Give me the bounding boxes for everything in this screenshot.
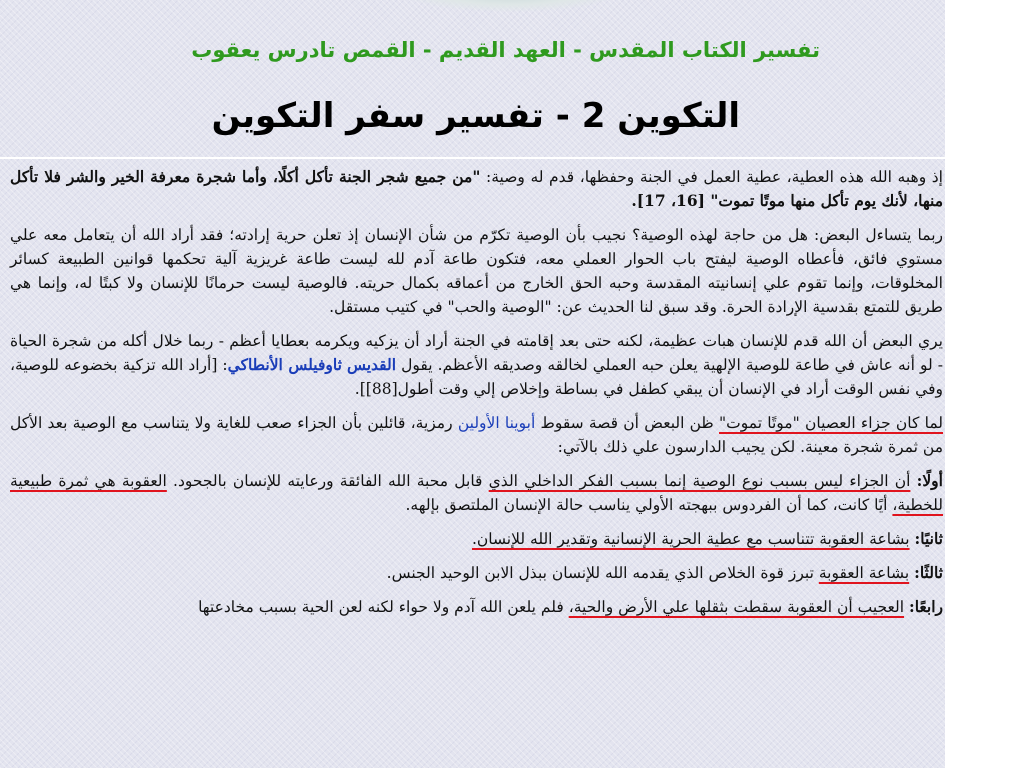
underlined-phrase: أن الجزاء ليس بسبب نوع الوصية إنما بسبب الفكر الداخلي الذي [488, 472, 911, 490]
article-body [10, 165, 943, 629]
saint-link[interactable]: القديس [346, 355, 397, 374]
point-label: ثانيًا: [914, 529, 943, 548]
paragraph-punishment [10, 411, 943, 459]
underlined-phrase: العجيب أن العقوبة سقطت بثقلها علي الأرض والحية، [568, 598, 905, 616]
underlined-phrase: لما كان جزاء العصيان "موتًا تموت" [719, 414, 944, 432]
paragraph-text: أيًا كانت، كما أن الفردوس ببهجته الأولي يناسب حالة الإنسان الملتصق بإلهه. [405, 496, 893, 514]
paragraph-text: رمزية، قائلين بأن الجزاء صعب للغاية ولا يتناسب مع الوصية بعد الأكل من ثمرة شجرة معينة. لكن يجيب الدارسون علي ذلك بالآتي: [10, 414, 943, 456]
point-label: ثالثًا: [914, 563, 943, 582]
paragraph-text: قابل محبة الله الفائقة ورعايته للإنسان بالجحود. [166, 472, 489, 490]
paragraph-why-commandment [10, 223, 943, 319]
point-first [10, 469, 943, 517]
paragraph-text: تبرز قوة الخلاص الذي يقدمه الله للإنسان ببذل الابن الوحيد الجنس. [386, 564, 819, 582]
verse-quote: "من جميع شجر الجنة تأكل أكلًا، وأما شجرة معرفة الخير والشر فلا تأكل منها، لأنك يوم تأكل منها موتًا تموت" [16، 17]. [10, 167, 943, 210]
site-title[interactable]: تفسير الكتاب المقدس - العهد القديم - القمص تادرس يعقوب [191, 38, 820, 62]
point-label: رابعًا: [908, 597, 943, 616]
point-fourth [10, 595, 943, 619]
page-title: التكوين 2 - تفسير سفر التكوين [211, 96, 740, 136]
paragraph-text: ربما يتساءل البعض: هل من حاجة لهذه الوصية؟ نجيب بأن الوصية تكرّم من شأن الإنسان إذ تعلن حرية إرادته؛ فقد أراد الله أن يتعامل معه علي مستوي فائق، فأعطاه الوصية ليفتح باب الحوار العملي معه، فتكون طاعة آدم لله ليست طاعة غريزية آلية تحكمها قوانين الطبيعة كسائر المخلوقات، وإنما تقوم علي إنسانيته المقدسة وحبه الحق الخارج من أعماقه بكمال حريته. فالوصية ليست حرمانًا للإنسان ولا كبتًا له، وإنما هي طريق للتمتع بقدسية الإرادة الحرة. وقد سبق لنا الحديث عن: "الوصية والحب" في كتيب مستقل. [10, 226, 943, 316]
window-margin [945, 0, 1024, 768]
paragraph-text: فلم يلعن الله آدم ولا حواء لكنه لعن الحية بسبب مخادعتها [198, 598, 569, 616]
underlined-phrase: بشاعة العقوبة تتناسب مع عطية الحرية الإنسانية وتقدير الله للإنسان. [471, 530, 910, 548]
paragraph-text: يري البعض أن الله قدم للإنسان هبات عظيمة، لكنه حتى بعد إقامته في الجنة أراد أن يزكيه ويكرمه بعطايا أعظم - ربما خلال أكله من شجرة الحياة - لو أنه عاش في طاعة للوصية الإلهية يعلن حبه العملي لخالقه وصديقه الأعظم. يقول [10, 332, 943, 374]
paragraph-text: ظن البعض أن قصة سقوط [535, 414, 720, 432]
saint-name-link[interactable]: ثاوفيلس الأنطاكي [227, 355, 342, 374]
quotation-text: : [أراد الله تزكية بخضوعه للوصية، وفي نفس الوقت أراد في الإنسان أن يبقي كطفل في بساطة وإخلاص إلي وقت أطول[88]]. [10, 356, 943, 398]
underlined-phrase: العقوبة هي ثمرة طبيعية للخطية، [10, 472, 943, 514]
paragraph-gifts [10, 329, 943, 401]
title-divider [0, 157, 945, 159]
paragraph-commandment [10, 165, 943, 213]
underlined-phrase: بشاعة العقوبة [818, 564, 910, 582]
paragraph-text: إذ وهبه الله هذه العطية، عطية العمل في الجنة وحفظها، قدم له وصية: [480, 168, 943, 186]
point-second [10, 527, 943, 551]
first-parents-link[interactable]: أبوينا الأولين [457, 414, 536, 432]
header-ornament [400, 0, 620, 12]
point-label: أولًا: [916, 471, 943, 490]
point-third [10, 561, 943, 585]
